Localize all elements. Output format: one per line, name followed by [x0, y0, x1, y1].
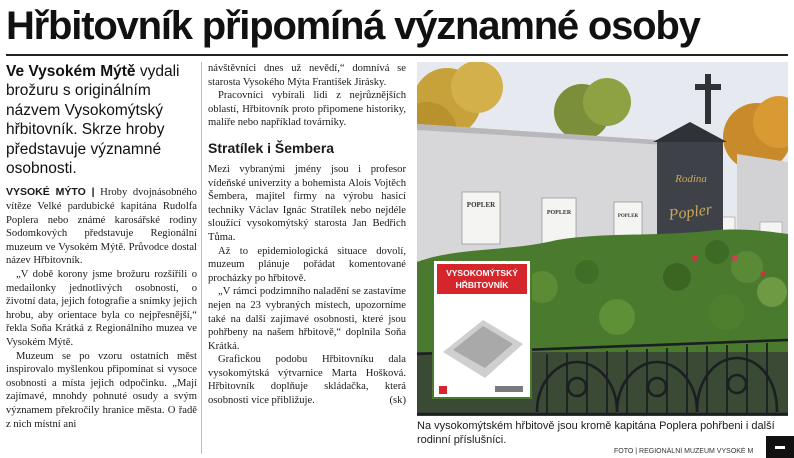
paragraph-9 [208, 353, 406, 407]
lead-text: vydali brožuru s originálním názvem Vysokomýtský hřbitovník. Skrze hroby představuje významné osobnosti. [6, 63, 180, 178]
paragraph-3: Muzeum se po vzoru ostatních měst inspirovalo myšlenkou připomínat si vysoce osobnosti a místa jejich odpočinku. „Mají zajímavé, mnohdy pohnuté osudy a svým významem překročily hranice města. O řadě z nich místní ani [6, 350, 197, 430]
brochure-title-line1: VYSOKOMÝTSKÝ [446, 268, 518, 278]
paragraph-8: „V rámci podzimního naladění se zastavíme nejen na 23 vybraných místech, upozorníme také na další zajímavé osobnosti, které jsou pohřbeny na našem hřbitově,“ doplnila Soňa Krátká. [208, 286, 406, 352]
plaque-3-name: POPLER [617, 214, 639, 219]
brochure-cover [433, 260, 531, 398]
plaque-2-name: POPLER [546, 210, 572, 216]
paragraph-7: Až to epidemiologická situace dovolí, muzeum plánuje pořádat komentované procházky po hřbitově. [208, 245, 406, 284]
paragraph-6: Mezi vybranými jmény jsou i profesor vídeňské univerzity a bohemista Alois Vojtěch Šembera, majitel firmy na výrobu hasicí techniky Václav Ignác Stratílek nebo nejdéle sloužící vysokomýtský starosta Jan Bedřich Tůma. [208, 163, 406, 243]
minus-icon [775, 446, 785, 449]
article-column-2 [208, 62, 406, 408]
column-divider [201, 62, 202, 454]
page-corner-marker [766, 436, 794, 458]
paragraph-5: Pracovníci vybírali lidi z nejrůznějších oblastí, Hřbitovník proto připomene historiky, malíře nebo například továrníky. [208, 90, 406, 129]
cemetery-photo [417, 62, 788, 416]
subheading: Stratílek i Šembera [208, 139, 335, 156]
photo-caption: Na vysokomýtském hřbitově jsou kromě kapitána Poplera pohřbeni i další rodinní příslušníci. [417, 420, 775, 446]
photo-credit: FOTO | REGIONÁLNÍ MUZEUM VYSOKÉ M [614, 448, 754, 455]
tomb-upper-inscription: Rodina [675, 173, 707, 185]
brochure-title-line2: HŘBITOVNÍK [455, 280, 509, 290]
paragraph-1 [6, 186, 197, 268]
headline: Hřbitovník připomíná významné osoby [6, 4, 700, 48]
article-column-1 [6, 62, 197, 431]
dateline: VYSOKÉ MÝTO | [6, 186, 95, 199]
headline-rule [6, 54, 788, 56]
plaque-1-name: POPLER [466, 201, 496, 209]
paragraph-2: „V době korony jsme brožuru rozšířili o medailonky jednotlivých osobností, o životní data, jejich fotografie a snímky jejich hrobu, aby orientace byla co nejpřesnější,“ řekla Soňa Krátká z Regionálního muzea ve Vysokém Mýtě. [6, 269, 197, 348]
lead-bold: Ve Vysokém Mýtě [6, 63, 136, 80]
lead-paragraph [6, 62, 197, 178]
author-signature: (sk) [389, 395, 406, 407]
paragraph-9-text: Grafickou podobu Hřbitovníku dala vysokomýtská výtvarnice Marta Hošková. Hřbitovník doplňuje skládačka, která osobnosti více přibližuje. [208, 354, 406, 407]
paragraph-4: návštěvníci dnes už nevědí,“ domnívá se starosta Vysokého Mýta František Jirásky. [208, 63, 406, 88]
tomb-inscription: Popler [667, 201, 714, 224]
paragraph-1-text: Hroby dvojnásobného vítěze Velké pardubické kapitána Rudolfa Poplera nebo známé karosářské rodiny Sodomkových představuje Regionální muzeum ve Vysokém Mýtě. Průvodce dostal název Hřbitovník. [6, 187, 197, 267]
